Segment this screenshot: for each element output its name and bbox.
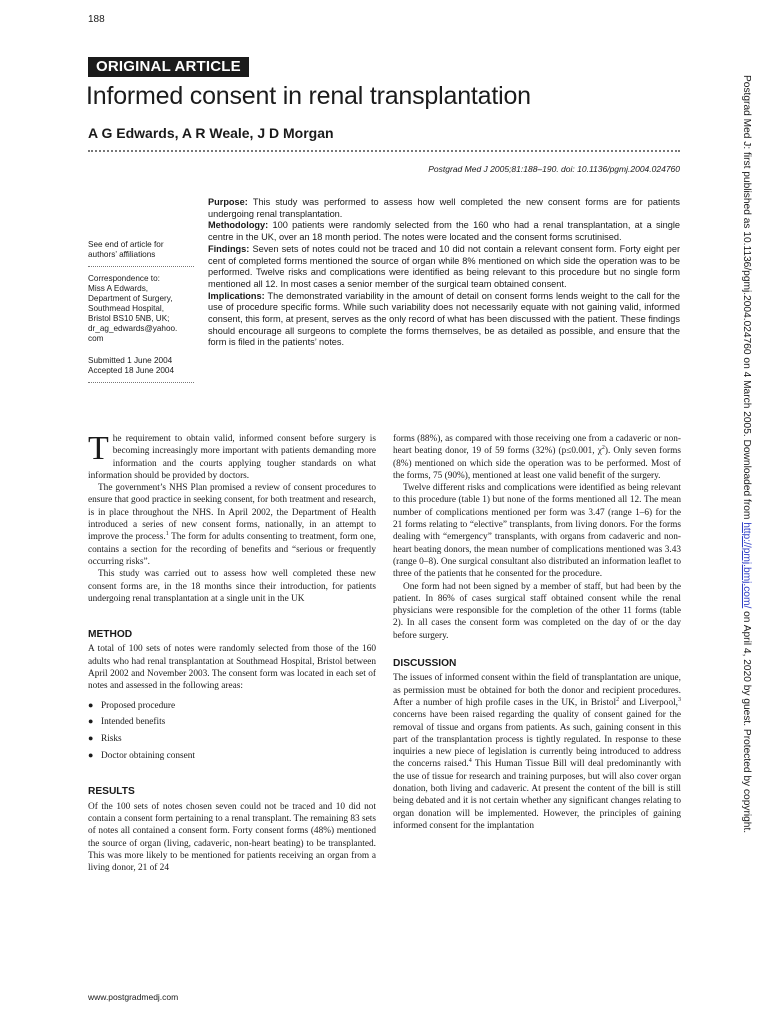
paragraph-text: he requirement to obtain valid, informed consent before surgery is becoming increasingly more important with patients demanding more information and the courts applying tougher standards on what information should be provided by doctors.: [88, 434, 376, 481]
list-item: [88, 699, 376, 712]
results-paragraph: [393, 482, 681, 580]
abstract-methodology: [208, 220, 680, 243]
reference-marker[interactable]: 2: [616, 696, 620, 703]
submission-dates: Submitted 1 June 2004 Accepted 18 June 2004: [88, 356, 175, 375]
article-type-badge: ORIGINAL ARTICLE: [88, 57, 249, 77]
article-sidebar: [88, 240, 194, 390]
margin-text: Postgrad Med J: first published as 10.1136/pgmj.2004.024760 on 4 March 2005. Downloaded from: [741, 75, 752, 523]
intro-paragraph: [88, 568, 376, 605]
abstract-text: This study was performed to assess how well completed the new consent forms are for patients undergoing renal transplantation.: [208, 197, 680, 219]
sidebar-divider: [88, 382, 194, 383]
footer-url[interactable]: www.postgradmedj.com: [88, 992, 179, 1002]
paragraph-text: This study was carried out to assess how well completed these new consent forms are, in the 18 months since their introduction, for patients undergoing renal transplantation at a single unit in the UK: [88, 569, 376, 604]
paragraph-text: forms (88%), as compared with those receiving one from a cadaveric or non-heart beating donor, 19 of 59 forms (32%) (p≤0.001, χ: [393, 434, 681, 457]
sidebar-divider: [88, 266, 194, 267]
paragraph-text: The form for adults consenting to treatment, form one, contains a section for the recording of benefits and “serious or frequently occurring risks”.: [88, 532, 376, 567]
list-item: [88, 715, 376, 728]
method-paragraph: [88, 643, 376, 692]
affiliations-note: See end of article for authors’ affiliations: [88, 240, 164, 259]
results-paragraph: [393, 433, 681, 482]
paragraph-text: concerns have been raised regarding the quality of consent gained for the removal of tissue and organs from patients. As such, gaining consent in this part of the transplantation process is tightly regulated. In response to these inquiries a new piece of legislation is currently being introduced to address the concerns raised.: [393, 710, 681, 770]
list-item-text: Intended benefits: [101, 717, 166, 728]
results-paragraph: [88, 801, 376, 875]
abstract-implications: [208, 291, 680, 350]
abstract-text: The demonstrated variability in the amount of detail on consent forms lends weight to the call for the use of procedure specific forms. While such variability does not necessarily equate with not gaining valid, informed consent, this form, at present, serves as the only record of what has been discussed with the patient. These findings should encourage all surgeons to complete the forms themselves, be as detailed as possible, and ensure that the form is filed in the patients’ notes.: [208, 290, 681, 348]
abstract-label: Findings:: [208, 243, 250, 254]
body-column-right: [393, 433, 681, 832]
method-bullet-list: [88, 699, 376, 763]
abstract-purpose: [208, 197, 680, 220]
paragraph-text: Twelve different risks and complications were identified as being relevant to this procedure (table 1) but none of the forms mentioned all 12. The mean number of complications mentioned per form was 3.47 (range 1–6) for the 21 forms relating to “elective” transplants, from living donors. For the forms dealing with “emergency” transplants, with organs from cadaveric and non-heart beating donors, the mean number of complications mentioned was 3.43 (range 0–8). One surgical consultant also distributed an information leaflet to three of the patients that he consented for the procedure.: [393, 483, 681, 580]
paragraph-text: The government’s NHS Plan promised a review of consent procedures to ensure that good practice in seeking consent, for both treatment and research, is in place throughout the NHS. In April 2002, the Department of Health introduced a series of new consent forms, nationally, in an attempt to improve the process.: [88, 483, 376, 543]
body-column-left: [88, 430, 376, 874]
abstract-text: 100 patients were randomly selected from the 160 who had a renal transplantation, at a single centre in the UK, over an 18 month period. The notes were located and the consent forms scrutinised.: [208, 220, 681, 243]
paragraph-text: A total of 100 sets of notes were randomly selected from those of the 160 adults who had renal transplantation at Southmead Hospital, Bristol between April 2002 and November 2003. The consent form was located in each set of notes and assessed in the following areas:: [88, 644, 376, 692]
bullet-icon: ●: [88, 733, 94, 744]
section-heading-method: METHOD: [88, 629, 133, 641]
list-item-text: Risks: [101, 734, 122, 745]
results-paragraph: [393, 581, 681, 642]
paragraph-text: The issues of informed consent within the field of transplantation are unique, as permission must be obtained for both the donor and recipient procedures. After a number of high profile cases in the UK, in Bristol: [393, 673, 681, 708]
abstract-label: Implications:: [208, 290, 265, 301]
abstract-label: Methodology:: [208, 220, 269, 231]
list-item: [88, 749, 376, 762]
reference-marker[interactable]: 4: [468, 758, 472, 765]
journal-site-link[interactable]: http://pmj.bmj.com/: [741, 522, 752, 609]
intro-paragraph: [88, 482, 376, 568]
margin-text: on April 4, 2020 by guest. Protected by copyright.: [741, 608, 752, 834]
abstract: [208, 197, 680, 349]
bullet-icon: ●: [88, 716, 94, 727]
section-heading-results: RESULTS: [88, 786, 135, 798]
page-number: 188: [88, 14, 105, 25]
intro-paragraph: [88, 430, 376, 482]
header-divider: [88, 150, 680, 152]
author-list: A G Edwards, A R Weale, J D Morgan: [88, 125, 334, 141]
drop-cap: T: [88, 430, 109, 467]
bullet-icon: ●: [88, 699, 94, 710]
list-item-text: Doctor obtaining consent: [101, 751, 195, 762]
abstract-findings: [208, 244, 680, 291]
download-margin-note: [741, 75, 752, 833]
discussion-paragraph: [393, 672, 681, 832]
list-item-text: Proposed procedure: [101, 700, 176, 711]
section-heading-discussion: DISCUSSION: [393, 658, 457, 670]
correspondence-block: Correspondence to: Miss A Edwards, Department of Surgery, Southmead Hospital, Bristol BS10 5NB, UK; dr_ag_edwards@yahoo. com: [88, 274, 178, 343]
abstract-text: Seven sets of notes could not be traced and 10 did not contain a relevant consent form. Forty eight per cent of completed forms mentioned the source of organ while 8% mentioned on which side the operation was to be performed. Twelve risks and complications were identified as being relevant to this procedure but no single form mentioned all 12. In most cases a senior member of the surgical team obtained consent.: [208, 243, 681, 289]
abstract-label: Purpose:: [208, 197, 248, 207]
reference-marker[interactable]: 1: [165, 531, 169, 538]
bullet-icon: ●: [88, 750, 94, 761]
reference-marker[interactable]: 3: [678, 696, 681, 703]
paragraph-text: One form had not been signed by a member of staff, but had been by the patient. In 86% of cases surgical staff obtained consent while the renal physicians were responsible for the completion of the other 11 forms (table 2). In all cases the consent form was completed on the day of or the day before surgery.: [393, 581, 681, 641]
paragraph-text: ). Only seven forms (8%) mentioned on which side the operation was to be performed. Most of the forms, 75 (90%), mentioned at least one valid benefit of the surgery.: [393, 446, 681, 481]
paragraph-text: This Human Tissue Bill will deal predominantly with the use of tissue for research and training purposes, but will also cover organ donation, both living and cadaveric. At present the content of the bill is still being debated and it is not certain whether any significant changes relating to organ donation will be implemented. However, the principles of gaining informed consent for the implantation: [393, 759, 681, 831]
paragraph-text: Of the 100 sets of notes chosen seven could not be traced and 10 did not contain a consent form pertaining to a renal transplant. The remaining 83 sets of notes all contained a consent form. Forty consent forms (48%) mentioned the source of organ (living, cadaveric, non-heart beating) to be transplanted. This was more likely to be mentioned for patients receiving an organ from a living donor, 21 of 24: [88, 801, 376, 874]
paragraph-text: and Liverpool,: [619, 697, 678, 708]
journal-citation: Postgrad Med J 2005;81:188–190. doi: 10.1136/pgmj.2004.024760: [428, 164, 680, 174]
superscript: 2: [601, 445, 605, 452]
list-item: [88, 732, 376, 745]
article-title: Informed consent in renal transplantation: [86, 82, 531, 110]
